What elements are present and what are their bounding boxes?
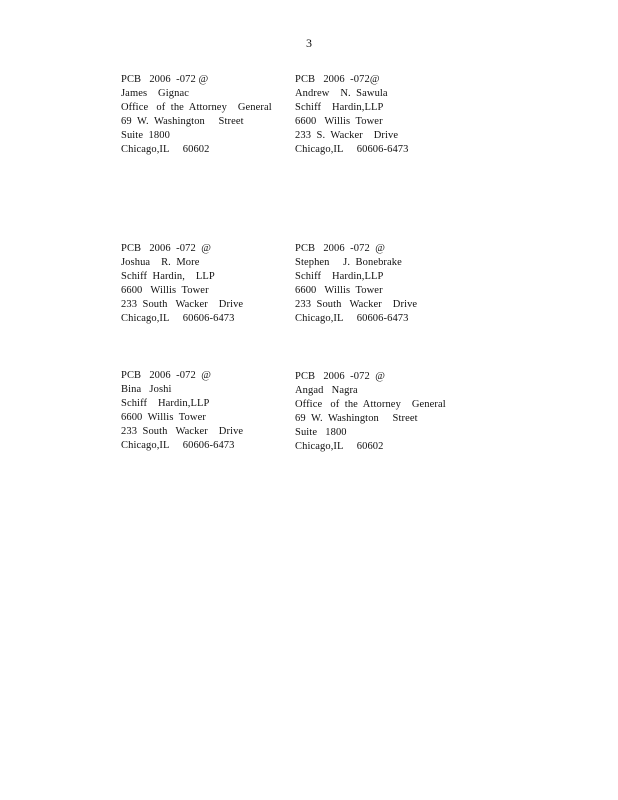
address-line: Chicago,IL 60602 bbox=[121, 144, 210, 155]
address-line: Schiff Hardin, LLP bbox=[121, 271, 215, 282]
address-line: PCB 2006 -072@ bbox=[295, 74, 380, 85]
address-line: Chicago,IL 60602 bbox=[295, 441, 384, 452]
address-line: Schiff Hardin,LLP bbox=[295, 271, 384, 282]
address-line: James Gignac bbox=[121, 88, 189, 99]
address-line: Office of the Attorney General bbox=[295, 399, 446, 410]
address-line: PCB 2006 -072 @ bbox=[295, 371, 386, 382]
address-line: 233 South Wacker Drive bbox=[295, 299, 418, 310]
address-block-andrew-sawula bbox=[295, 73, 409, 157]
address-line: Schiff Hardin,LLP bbox=[295, 102, 384, 113]
address-line: 233 S. Wacker Drive bbox=[295, 130, 399, 141]
address-block-bina-joshi bbox=[121, 369, 243, 453]
address-line: Stephen J. Bonebrake bbox=[295, 257, 402, 268]
address-line: PCB 2006 -072 @ bbox=[295, 243, 386, 254]
address-line: Chicago,IL 60606-6473 bbox=[295, 144, 409, 155]
address-line: Joshua R. More bbox=[121, 257, 200, 268]
address-block-stephen-bonebrake bbox=[295, 242, 417, 326]
address-block-joshua-more bbox=[121, 242, 243, 326]
address-line: Bina Joshi bbox=[121, 384, 172, 395]
address-line: PCB 2006 -072 @ bbox=[121, 370, 212, 381]
address-line: 6600 Willis Tower bbox=[121, 412, 206, 423]
address-line: Chicago,IL 60606-6473 bbox=[295, 313, 409, 324]
address-block-james-gignac bbox=[121, 73, 272, 157]
address-line: Office of the Attorney General bbox=[121, 102, 272, 113]
address-line: Suite 1800 bbox=[295, 427, 347, 438]
address-block-angad-nagra bbox=[295, 370, 446, 454]
address-line: 6600 Willis Tower bbox=[295, 116, 383, 127]
address-line: 233 South Wacker Drive bbox=[121, 426, 244, 437]
address-line: Chicago,IL 60606-6473 bbox=[121, 313, 235, 324]
address-line: Andrew N. Sawula bbox=[295, 88, 388, 99]
address-line: PCB 2006 -072 @ bbox=[121, 74, 209, 85]
page-number: 3 bbox=[306, 36, 312, 50]
address-line: Suite 1800 bbox=[121, 130, 170, 141]
address-line: 233 South Wacker Drive bbox=[121, 299, 244, 310]
address-line: Angad Nagra bbox=[295, 385, 358, 396]
address-line: Chicago,IL 60606-6473 bbox=[121, 440, 235, 451]
address-line: PCB 2006 -072 @ bbox=[121, 243, 212, 254]
address-line: 69 W. Washington Street bbox=[121, 116, 244, 127]
address-line: 69 W. Washington Street bbox=[295, 413, 418, 424]
address-line: 6600 Willis Tower bbox=[121, 285, 209, 296]
address-line: Schiff Hardin,LLP bbox=[121, 398, 210, 409]
address-line: 6600 Willis Tower bbox=[295, 285, 383, 296]
